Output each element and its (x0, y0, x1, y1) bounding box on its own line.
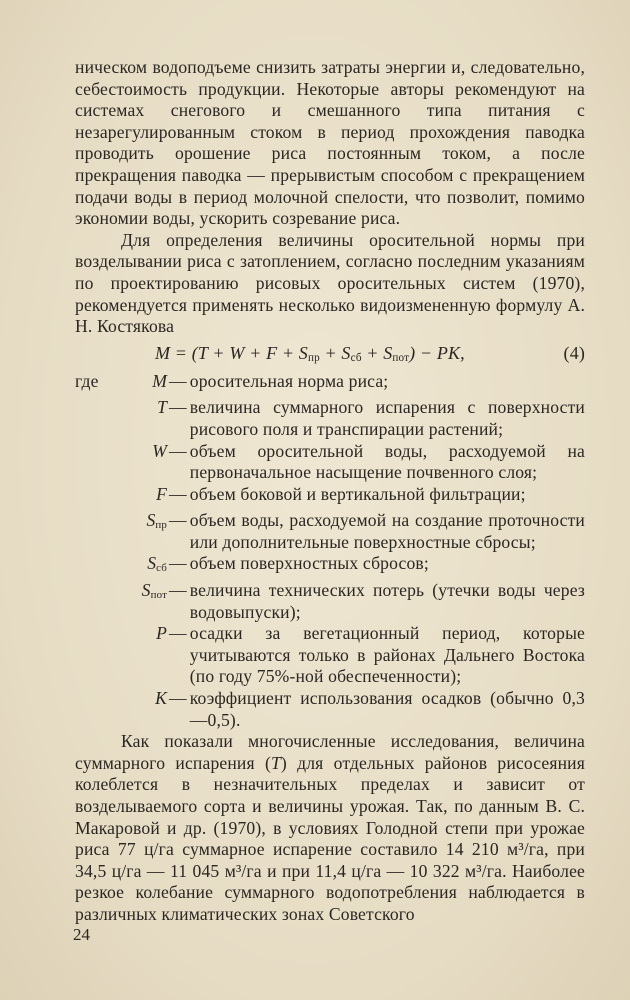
definition-symbol: $S_{сб}$ (147, 553, 167, 575)
definition-symbol: T (157, 397, 167, 418)
formula-4 (75, 341, 585, 367)
paragraph-1: ническом водоподъеме снизить затраты энергии и, следовательно, себестоимость продукции. Некоторые авторы рекомендуют на системах снегового и смешанного типа питания с незарегулированным стоком в период прохождения паводка проводить орошение риса постоянным током, а после прекращения паводка — прерывистым способом с прекращением подачи воды в период молочной спелости, что позволит, помимо экономии воды, ускорить созревание риса. (75, 57, 585, 229)
text-body (75, 57, 585, 926)
definition-text: объем оросительной воды, расходуемой на первоначальное насыщение почвенного слоя; (189, 440, 585, 483)
definitions-list (75, 371, 585, 732)
where-word: где (75, 370, 99, 391)
paragraph-3: Как показали многочисленные исследования, величина суммарного испарения (T) для отдельных районов рисосеяния колеблется в незначительных пределах и зависит от возделываемого сорта и величины урожая. Так, по данным В. С. Макаровой и др. (1970), в условиях Голодной степи при урожае риса 77 ц/га суммарное испарение составило 14 210 м³/га, при 34,5 ц/га — 11 045 м³/га и при 11,4 ц/га — 10 322 м³/га. Наиболее резкое колебание суммарного водопотребления наблюдается в различных климатических зонах Советского (75, 731, 585, 924)
definition-text: величина суммарного испарения с поверхности рисового поля и транспирации растений; (189, 397, 585, 439)
definition-item: K — коэффициент использования осадков (обычно 0,3—0,5). (75, 688, 585, 731)
definition-symbol: F (156, 483, 167, 504)
definition-text: осадки за вегетационный период, которые учитываются только в районах Дальнего Востока (по году 75%-ной обеспеченности); (189, 623, 585, 687)
definition-item: T — величина суммарного испарения с поверхности рисового поля и транспирации растений; (75, 397, 585, 440)
definition-symbol: $S_{пот}$ (141, 580, 167, 602)
definition-item: W — объем оросительной воды, расходуемой на первоначальное насыщение почвенного слоя; (75, 441, 585, 484)
definition-symbol: M (152, 370, 167, 391)
definition-item: F — объем боковой и вертикальной фильтрации; (75, 484, 585, 511)
definition-symbol: P (156, 623, 167, 644)
definition-item: $S_{пот}$ — величина технических потерь (утечки воды через водовыпуски); (75, 580, 585, 623)
definition-item: $S_{пр}$ — объем воды, расходуемой на создание проточности или дополнительные поверхностные сбросы; (75, 510, 585, 553)
definition-text: коэффициент использования осадков (обычно 0,3—0,5). (189, 688, 585, 730)
definition-symbol: $S_{пр}$ (146, 510, 167, 532)
definition-item: M — оросительная норма риса; (75, 371, 585, 398)
definition-text: объем воды, расходуемой на создание проточности или дополнительные поверхностные сбросы; (189, 510, 585, 552)
formula-expression: $M = (T + W + F + S_{пр} + S_{сб} + S_{пот})$ − PK, (155, 342, 465, 364)
definition-text: объем поверхностных сбросов; (189, 553, 429, 574)
definition-symbol: W (152, 440, 167, 461)
definition-item: P — осадки за вегетационный период, которые учитываются только в районах Дальнего Востока (по году 75%-ной обеспеченности); (75, 623, 585, 688)
definition-item: $S_{сб}$ — объем поверхностных сбросов; (75, 553, 585, 580)
definition-text: объем боковой и вертикальной фильтрации; (189, 483, 526, 504)
definition-symbol: K (155, 688, 167, 709)
definition-text: величина технических потерь (утечки воды через водовыпуски); (189, 580, 585, 622)
formula-number: (4) (563, 342, 585, 363)
page-number: 24 (73, 925, 90, 944)
definition-text: оросительная норма риса; (189, 370, 389, 391)
paragraph-2: Для определения величины оросительной нормы при возделывании риса с затоплением, согласно последним указаниям по проектированию рисовых оросительных систем (1970), рекомендуется применять несколько видоизмененную формулу А. Н. Костякова (75, 229, 585, 337)
